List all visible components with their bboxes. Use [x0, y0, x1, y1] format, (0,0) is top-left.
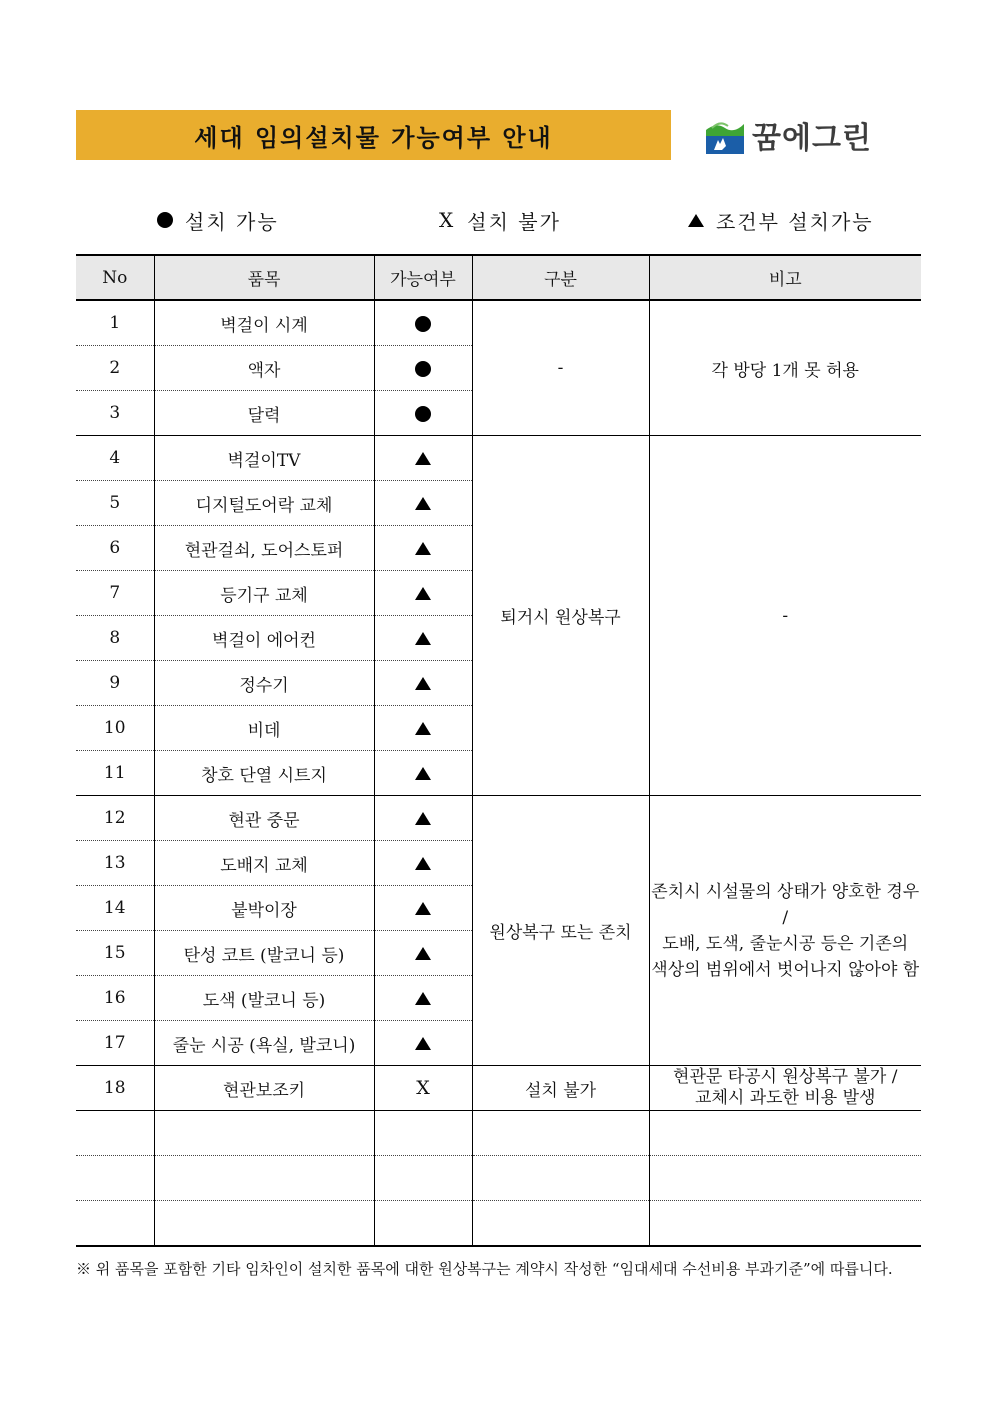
- empty-cell: [76, 1156, 154, 1201]
- triangle-icon: [415, 812, 431, 825]
- row-no: 14: [76, 886, 154, 931]
- legend-conditional: [688, 206, 874, 234]
- remarks-line: 도배, 도색, 줄눈시공 등은 기존의: [662, 933, 909, 954]
- row-availability: [374, 796, 472, 841]
- row-no: 12: [76, 796, 154, 841]
- remarks-line: /: [782, 907, 789, 928]
- empty-cell: [649, 1156, 921, 1201]
- x-icon: X: [439, 208, 456, 232]
- row-availability: [374, 841, 472, 886]
- row-no: 4: [76, 436, 154, 481]
- row-item: 벽걸이TV: [154, 436, 374, 481]
- empty-cell: [649, 1201, 921, 1247]
- row-availability: [374, 346, 472, 391]
- empty-cell: [154, 1111, 374, 1156]
- header-no: No: [76, 255, 154, 300]
- row-availability: [374, 1066, 472, 1111]
- triangle-icon: [415, 767, 431, 780]
- row-availability: [374, 976, 472, 1021]
- row-no: 8: [76, 616, 154, 661]
- row-item: 현관걸쇠, 도어스토퍼: [154, 526, 374, 571]
- triangle-icon: [415, 452, 431, 465]
- header-remarks: 비고: [649, 255, 921, 300]
- page-title: 세대 임의설치물 가능여부 안내: [76, 110, 671, 160]
- row-availability: [374, 661, 472, 706]
- row-availability: [374, 391, 472, 436]
- empty-row: [76, 1156, 921, 1201]
- x-icon: X: [416, 1077, 430, 1099]
- installation-table: [76, 254, 921, 1247]
- triangle-icon: [415, 632, 431, 645]
- row-availability: [374, 751, 472, 796]
- dot-icon: [415, 361, 431, 377]
- triangle-icon: [415, 902, 431, 915]
- row-no: 3: [76, 391, 154, 436]
- legend-label: 설치 불가: [467, 209, 561, 234]
- table-row: [76, 796, 921, 841]
- legend-label: 조건부 설치가능: [716, 209, 874, 234]
- logo-text: 꿈에그린: [752, 121, 872, 156]
- triangle-icon: [415, 722, 431, 735]
- row-item: 벽걸이 에어컨: [154, 616, 374, 661]
- group-category: 설치 불가: [472, 1066, 649, 1111]
- dot-icon: [415, 406, 431, 422]
- row-item: 줄눈 시공 (욕실, 발코니): [154, 1021, 374, 1066]
- empty-cell: [154, 1201, 374, 1247]
- row-no: 1: [76, 300, 154, 346]
- empty-cell: [374, 1111, 472, 1156]
- triangle-icon: [415, 587, 431, 600]
- row-item: 창호 단열 시트지: [154, 751, 374, 796]
- table-header: [76, 255, 921, 300]
- triangle-icon: [415, 542, 431, 555]
- header-item: 품목: [154, 255, 374, 300]
- remarks-line: 교체시 과도한 비용 발생: [695, 1088, 876, 1108]
- row-item: 등기구 교체: [154, 571, 374, 616]
- row-item: 액자: [154, 346, 374, 391]
- group-category: -: [472, 300, 649, 436]
- logo-mark-icon: [706, 116, 744, 154]
- empty-row: [76, 1201, 921, 1247]
- group-remarks: [649, 796, 921, 1066]
- row-no: 5: [76, 481, 154, 526]
- triangle-icon: [415, 1037, 431, 1050]
- row-availability: [374, 300, 472, 346]
- remarks-line: 존치시 시설물의 상태가 양호한 경우: [651, 881, 920, 902]
- footnote: ※ 위 품목을 포함한 기타 임차인이 설치한 품목에 대한 원상복구는 계약시 작성한 “임대세대 수선비용 부과기준”에 따릅니다.: [76, 1260, 893, 1278]
- empty-cell: [472, 1201, 649, 1247]
- row-availability: [374, 1021, 472, 1066]
- empty-cell: [374, 1201, 472, 1247]
- group-remarks: -: [649, 436, 921, 796]
- row-item: 디지털도어락 교체: [154, 481, 374, 526]
- legend-available: [157, 206, 279, 234]
- row-item: 도색 (발코니 등): [154, 976, 374, 1021]
- row-item: 비데: [154, 706, 374, 751]
- triangle-icon: [415, 992, 431, 1005]
- group-remarks: [649, 1066, 921, 1111]
- row-item: 도배지 교체: [154, 841, 374, 886]
- header-category: 구분: [472, 255, 649, 300]
- triangle-icon: [415, 497, 431, 510]
- header-availability: 가능여부: [374, 255, 472, 300]
- empty-cell: [472, 1111, 649, 1156]
- empty-row: [76, 1111, 921, 1156]
- row-availability: [374, 436, 472, 481]
- row-availability: [374, 481, 472, 526]
- row-no: 15: [76, 931, 154, 976]
- row-no: 7: [76, 571, 154, 616]
- row-availability: [374, 706, 472, 751]
- row-no: 6: [76, 526, 154, 571]
- row-availability: [374, 616, 472, 661]
- row-item: 정수기: [154, 661, 374, 706]
- row-no: 10: [76, 706, 154, 751]
- row-no: 16: [76, 976, 154, 1021]
- legend-label: 설치 가능: [185, 209, 279, 234]
- row-item: 벽걸이 시계: [154, 300, 374, 346]
- dot-icon: [157, 212, 173, 228]
- legend-unavailable: [439, 206, 561, 234]
- table-row: [76, 300, 921, 346]
- dot-icon: [415, 316, 431, 332]
- row-no: 9: [76, 661, 154, 706]
- group-category: 퇴거시 원상복구: [472, 436, 649, 796]
- table-row: [76, 1066, 921, 1111]
- empty-cell: [76, 1111, 154, 1156]
- brand-logo: [706, 114, 896, 156]
- row-item: 현관보조키: [154, 1066, 374, 1111]
- row-no: 17: [76, 1021, 154, 1066]
- row-item: 탄성 코트 (발코니 등): [154, 931, 374, 976]
- row-item: 붙박이장: [154, 886, 374, 931]
- row-no: 13: [76, 841, 154, 886]
- empty-cell: [154, 1156, 374, 1201]
- row-no: 18: [76, 1066, 154, 1111]
- remarks-line: 색상의 범위에서 벗어나지 않아야 함: [651, 959, 920, 980]
- group-category: 원상복구 또는 존치: [472, 796, 649, 1066]
- empty-cell: [76, 1201, 154, 1247]
- row-availability: [374, 526, 472, 571]
- row-item: 현관 중문: [154, 796, 374, 841]
- remarks-line: 현관문 타공시 원상복구 불가 /: [673, 1067, 898, 1087]
- empty-cell: [472, 1156, 649, 1201]
- table-row: [76, 436, 921, 481]
- triangle-icon: [415, 857, 431, 870]
- row-availability: [374, 886, 472, 931]
- row-availability: [374, 931, 472, 976]
- group-remarks: 각 방당 1개 못 허용: [649, 300, 921, 436]
- empty-cell: [374, 1156, 472, 1201]
- row-availability: [374, 571, 472, 616]
- triangle-icon: [415, 947, 431, 960]
- empty-cell: [649, 1111, 921, 1156]
- row-no: 11: [76, 751, 154, 796]
- triangle-icon: [415, 677, 431, 690]
- row-no: 2: [76, 346, 154, 391]
- row-item: 달력: [154, 391, 374, 436]
- triangle-icon: [688, 214, 704, 227]
